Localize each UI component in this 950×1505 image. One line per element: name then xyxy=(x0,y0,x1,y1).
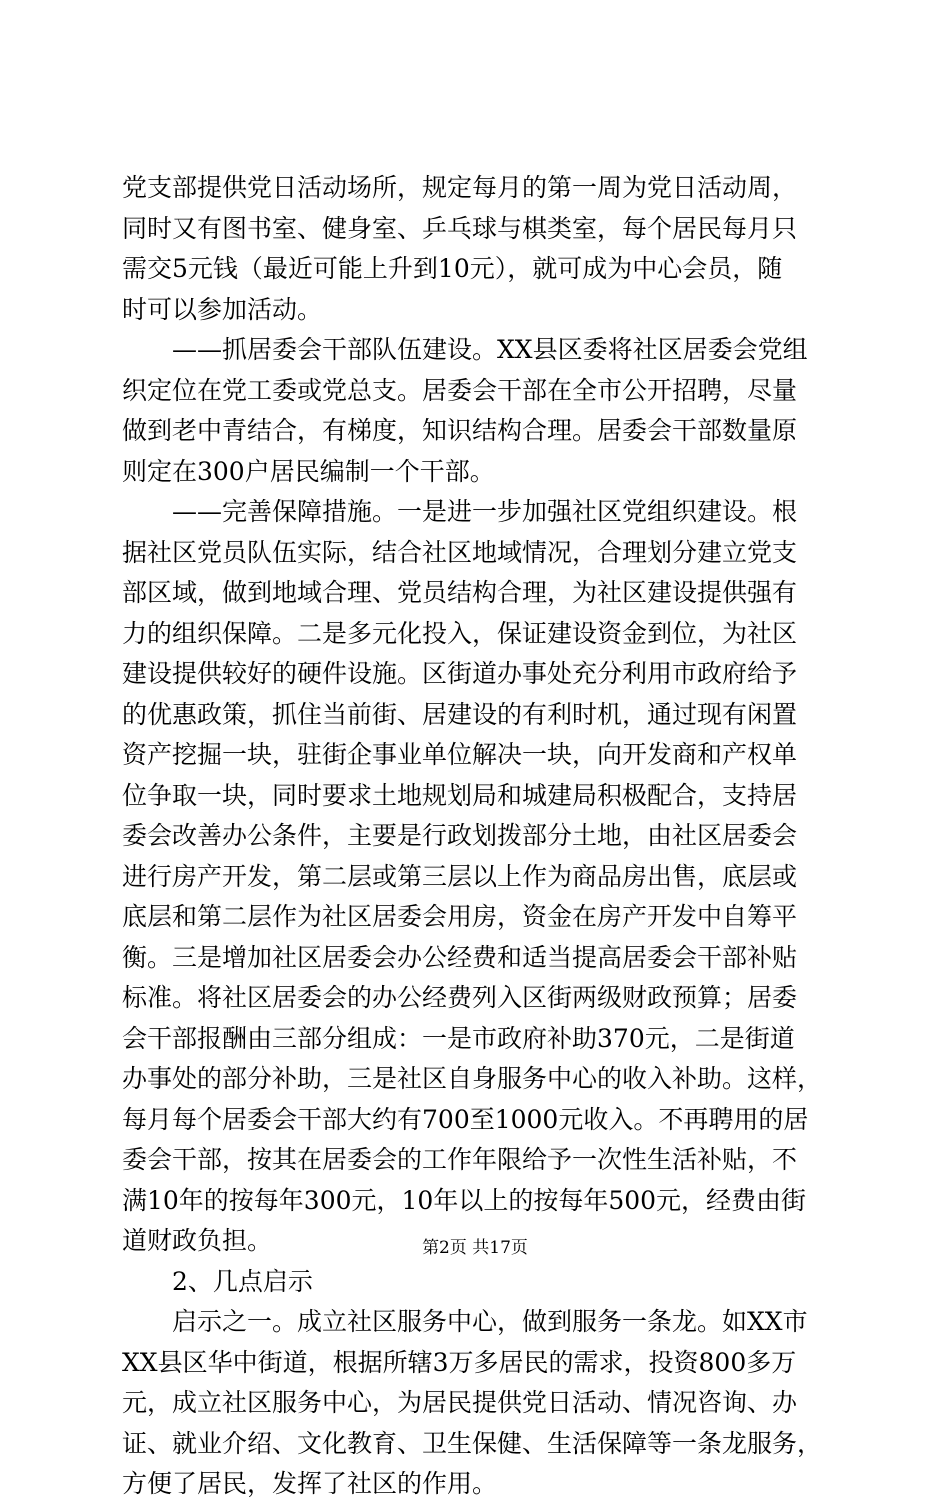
text-line: 委会干部，按其在居委会的工作年限给予一次性生活补贴，不 xyxy=(122,1145,798,1174)
text-line: 衡。三是增加社区居委会办公经费和适当提高居委会干部补贴 xyxy=(122,942,798,972)
text-line: 位争取一块，同时要求土地规划局和城建局积极配合，支持居 xyxy=(122,780,798,810)
text-line: 则定在300户居民编制一个干部。 xyxy=(122,456,495,486)
text-line: 的优惠政策，抓住当前街、居建设的有利时机，通过现有闲置 xyxy=(122,699,798,729)
text-line: 同时又有图书室、健身室、乒乓球与棋类室，每个居民每月只 xyxy=(122,213,798,243)
text-line: ——抓居委会干部队伍建设。XX县区委将社区居委会党组 xyxy=(172,335,808,364)
text-line: 每月每个居委会干部大约有700至1000元收入。不再聘用的居 xyxy=(122,1104,809,1134)
text-line: 织定位在党工委或党总支。居委会干部在全市公开招聘，尽量 xyxy=(122,375,798,405)
text-line: 会干部报酬由三部分组成：一是市政府补助370元，二是街道 xyxy=(122,1023,795,1053)
text-line: 证、就业介绍、文化教育、卫生保健、生活保障等一条龙服务， xyxy=(122,1428,823,1458)
text-line: 方便了居民，发挥了社区的作用。 xyxy=(122,1469,498,1498)
text-line: 时可以参加活动。 xyxy=(122,294,323,324)
text-line: 力的组织保障。二是多元化投入，保证建设资金到位，为社区 xyxy=(122,618,798,648)
text-line: 启示之一。成立社区服务中心，做到服务一条龙。如XX市 xyxy=(172,1307,808,1336)
document-body xyxy=(122,168,834,1505)
text-line: 部区域，做到地域合理、党员结构合理，为社区建设提供强有 xyxy=(122,578,798,607)
text-line: XX县区华中街道，根据所辖3万多居民的需求，投资800多万 xyxy=(122,1347,797,1377)
text-line: 道财政负担。 xyxy=(122,1226,273,1255)
text-line: 委会改善办公条件，主要是行政划拨部分土地，由社区居委会 xyxy=(122,821,798,850)
text-line: 进行房产开发，第二层或第三层以上作为商品房出售，底层或 xyxy=(122,861,798,891)
page-number-footer: 第2页 共17页 xyxy=(422,1238,528,1258)
text-line: 做到老中青结合，有梯度，知识结构合理。居委会干部数量原 xyxy=(122,416,798,445)
text-line: 2、几点启示 xyxy=(172,1266,313,1296)
text-line: 党支部提供党日活动场所，规定每月的第一周为党日活动周， xyxy=(122,173,798,202)
text-line: 据社区党员队伍实际，结合社区地域情况，合理划分建立党支 xyxy=(122,537,798,567)
text-line: ——完善保障措施。一是进一步加强社区党组织建设。根 xyxy=(172,497,798,526)
text-line: 满10年的按每年300元，10年以上的按每年500元，经费由街 xyxy=(122,1185,807,1215)
text-line: 需交5元钱（最近可能上升到10元），就可成为中心会员，随 xyxy=(122,254,783,283)
text-line: 底层和第二层作为社区居委会用房，资金在房产开发中自筹平 xyxy=(122,902,798,931)
text-line: 建设提供较好的硬件设施。区街道办事处充分利用市政府给予 xyxy=(122,659,798,688)
text-line: 元，成立社区服务中心，为居民提供党日活动、情况咨询、办 xyxy=(122,1388,798,1417)
text-line: 资产挖掘一块，驻街企事业单位解决一块，向开发商和产权单 xyxy=(122,740,798,769)
text-line: 办事处的部分补助，三是社区自身服务中心的收入补助。这样， xyxy=(122,1064,823,1093)
text-line: 标准。将社区居委会的办公经费列入区街两级财政预算；居委 xyxy=(122,983,798,1012)
